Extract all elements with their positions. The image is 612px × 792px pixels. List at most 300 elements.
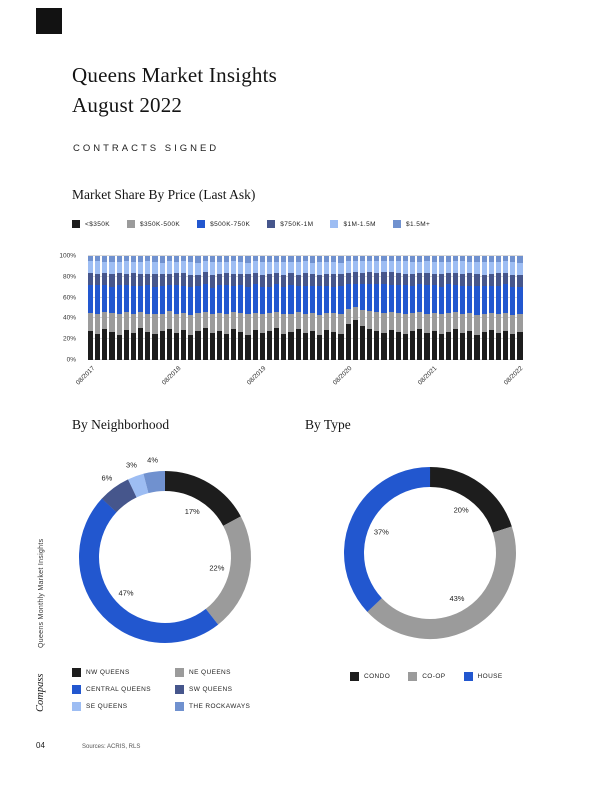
bar-segment — [374, 331, 379, 360]
bar-segment — [174, 333, 179, 360]
bar-segment — [195, 286, 200, 313]
price-chart-legend — [72, 220, 430, 228]
donut-percentage-label: 47% — [118, 588, 134, 598]
bar-segment — [338, 256, 343, 263]
bar-segment — [460, 286, 465, 314]
bar-segment — [389, 261, 394, 271]
bar-segment — [417, 262, 422, 272]
bar-segment — [324, 313, 329, 330]
bar-segment — [474, 315, 479, 335]
bar-segment — [109, 287, 114, 313]
bar-segment — [517, 314, 522, 332]
bar-segment — [303, 273, 308, 287]
bar-segment — [338, 274, 343, 286]
donut-percentage-label: 3% — [126, 460, 137, 470]
bar-segment — [353, 272, 358, 284]
bar-segment — [167, 329, 172, 360]
legend-label: <$350K — [85, 220, 110, 228]
bar-segment — [432, 285, 437, 313]
bar-segment — [174, 273, 179, 285]
bar-segment — [317, 335, 322, 360]
stacked-bar — [510, 256, 515, 360]
bar-segment — [238, 274, 243, 285]
bar-segment — [432, 313, 437, 331]
bar-segment — [260, 275, 265, 287]
legend-label: HOUSE — [477, 673, 503, 680]
stacked-bar — [124, 256, 129, 360]
bar-segment — [503, 284, 508, 313]
bar-segment — [167, 261, 172, 273]
donut-percentage-label: 22% — [209, 563, 225, 573]
bar-segment — [288, 314, 293, 332]
stacked-bar — [346, 256, 351, 360]
bar-segment — [331, 287, 336, 313]
x-axis-tick-label: 08/2022 — [502, 365, 525, 387]
bar-segment — [446, 332, 451, 360]
bar-segment — [203, 312, 208, 328]
bar-segment — [517, 287, 522, 314]
stacked-bar — [296, 256, 301, 360]
legend-label: THE ROCKAWAYS — [189, 703, 251, 710]
bar-segment — [496, 286, 501, 314]
bar-segment — [474, 274, 479, 286]
bar-segment — [496, 333, 501, 360]
bar-segment — [517, 332, 522, 360]
legend-swatch — [393, 220, 401, 228]
bar-segment — [324, 262, 329, 273]
stacked-bar — [474, 256, 479, 360]
bar-segment — [453, 285, 458, 312]
stacked-bars — [88, 256, 523, 360]
bar-segment — [503, 331, 508, 360]
bar-segment — [432, 274, 437, 285]
bar-segment — [446, 262, 451, 272]
bar-segment — [124, 261, 129, 273]
bar-segment — [281, 262, 286, 274]
bar-segment — [367, 272, 372, 284]
bar-segment — [124, 285, 129, 312]
stacked-bar — [446, 256, 451, 360]
bar-segment — [152, 274, 157, 288]
bar-segment — [117, 273, 122, 285]
bar-segment — [489, 274, 494, 286]
bar-segment — [260, 287, 265, 314]
bar-segment — [102, 329, 107, 360]
stacked-bar — [203, 256, 208, 360]
bar-segment — [188, 315, 193, 335]
stacked-bar — [267, 256, 272, 360]
bar-segment — [346, 309, 351, 324]
bar-segment — [145, 332, 150, 360]
bar-segment — [181, 261, 186, 272]
stacked-bar — [482, 256, 487, 360]
bar-segment — [489, 313, 494, 330]
bar-segment — [482, 332, 487, 360]
bar-segment — [432, 331, 437, 360]
stacked-bar — [217, 256, 222, 360]
bar-segment — [210, 262, 215, 274]
stacked-bar — [253, 256, 258, 360]
legend-swatch — [330, 220, 338, 228]
bar-segment — [331, 262, 336, 273]
bar-segment — [195, 263, 200, 274]
page-number: 04 — [36, 741, 45, 750]
bar-segment — [374, 312, 379, 331]
bar-segment — [288, 332, 293, 360]
bar-segment — [467, 273, 472, 287]
legend-item — [330, 220, 375, 228]
bar-segment — [474, 335, 479, 360]
bar-segment — [381, 333, 386, 360]
bar-segment — [138, 328, 143, 360]
bar-segment — [446, 284, 451, 313]
legend-swatch — [267, 220, 275, 228]
legend-item — [197, 220, 250, 228]
bar-segment — [453, 329, 458, 360]
stacked-bar — [374, 256, 379, 360]
bar-segment — [217, 313, 222, 331]
bar-segment — [217, 285, 222, 313]
stacked-bar — [152, 256, 157, 360]
legend-label: NW QUEENS — [86, 669, 130, 676]
bar-segment — [95, 334, 100, 360]
bar-segment — [389, 312, 394, 330]
bar-segment — [188, 262, 193, 274]
bar-segment — [310, 286, 315, 313]
stacked-bar — [389, 256, 394, 360]
bar-segment — [331, 313, 336, 332]
bar-segment — [195, 331, 200, 360]
bar-segment — [353, 261, 358, 271]
bar-segment — [503, 313, 508, 331]
bar-segment — [160, 256, 165, 263]
bar-segment — [131, 262, 136, 272]
bar-segment — [131, 273, 136, 287]
stacked-bar — [109, 256, 114, 360]
bar-segment — [496, 273, 501, 287]
bar-segment — [245, 287, 250, 314]
bar-segment — [460, 261, 465, 273]
bar-segment — [424, 314, 429, 333]
bar-segment — [503, 261, 508, 272]
stacked-bar — [88, 256, 93, 360]
bar-segment — [274, 284, 279, 312]
bar-segment — [510, 262, 515, 274]
neighborhood-chart-title: By Neighborhood — [72, 417, 170, 432]
brand-wordmark: Compass — [35, 673, 46, 712]
y-axis-tick-label: 100% — [59, 252, 76, 260]
bar-segment — [210, 333, 215, 360]
bar-segment — [396, 332, 401, 360]
bar-segment — [109, 262, 114, 273]
bar-segment — [274, 328, 279, 360]
bar-segment — [117, 314, 122, 335]
stacked-bar — [417, 256, 422, 360]
stacked-bar — [453, 256, 458, 360]
bar-segment — [346, 273, 351, 284]
bar-segment — [109, 332, 114, 360]
bar-segment — [346, 324, 351, 360]
bar-segment — [210, 275, 215, 289]
type-chart-title: By Type — [305, 417, 351, 432]
bar-segment — [346, 261, 351, 272]
bar-segment — [496, 314, 501, 333]
donut-percentage-label: 4% — [147, 455, 159, 465]
price-chart-title: Market Share By Price (Last Ask) — [72, 187, 256, 202]
stacked-bar — [160, 256, 165, 360]
sources-note: Sources: ACRIS, RLS — [82, 744, 141, 750]
stacked-bar — [424, 256, 429, 360]
legend-swatch — [175, 668, 184, 677]
bar-segment — [296, 312, 301, 329]
x-axis-tick-label: 08/2020 — [331, 365, 354, 387]
bar-segment — [231, 312, 236, 329]
bar-segment — [389, 330, 394, 360]
bar-segment — [496, 262, 501, 272]
bar-segment — [245, 256, 250, 263]
legend-swatch — [127, 220, 135, 228]
price-chart-plot — [88, 256, 523, 360]
bar-segment — [317, 315, 322, 335]
bar-segment — [417, 312, 422, 329]
bar-segment — [510, 287, 515, 315]
bar-segment — [145, 314, 150, 332]
stacked-bar — [432, 256, 437, 360]
legend-item — [267, 220, 313, 228]
bar-segment — [131, 333, 136, 360]
bar-segment — [253, 273, 258, 284]
bar-segment — [517, 263, 522, 274]
stacked-bar — [467, 256, 472, 360]
bar-segment — [396, 285, 401, 313]
bar-segment — [281, 275, 286, 287]
bar-segment — [217, 274, 222, 285]
bar-segment — [160, 331, 165, 360]
bar-segment — [446, 313, 451, 332]
legend-swatch — [72, 668, 81, 677]
legend-item — [72, 685, 175, 694]
bar-segment — [253, 313, 258, 330]
bar-segment — [117, 285, 122, 314]
stacked-bar — [496, 256, 501, 360]
bar-segment — [338, 314, 343, 334]
bar-segment — [160, 286, 165, 314]
stacked-bar — [174, 256, 179, 360]
legend-swatch — [350, 672, 359, 681]
bar-segment — [489, 330, 494, 360]
bar-segment — [424, 333, 429, 360]
bar-segment — [88, 313, 93, 331]
legend-label: NE QUEENS — [189, 669, 231, 676]
bar-segment — [460, 314, 465, 333]
bar-segment — [217, 331, 222, 360]
bar-segment — [510, 275, 515, 287]
bar-segment — [245, 274, 250, 288]
bar-segment — [117, 335, 122, 360]
bar-segment — [188, 275, 193, 287]
bar-segment — [310, 274, 315, 286]
bar-segment — [296, 286, 301, 312]
bar-segment — [410, 286, 415, 313]
stacked-bar — [460, 256, 465, 360]
bar-segment — [167, 274, 172, 285]
x-axis-tick-label: 08/2018 — [160, 365, 183, 387]
bar-segment — [274, 262, 279, 272]
bar-segment — [439, 314, 444, 334]
bar-segment — [410, 313, 415, 331]
bar-segment — [152, 262, 157, 273]
legend-item — [72, 220, 110, 228]
bar-segment — [331, 274, 336, 288]
stacked-bar — [317, 256, 322, 360]
bar-segment — [231, 274, 236, 286]
bar-segment — [474, 262, 479, 273]
bar-segment — [260, 262, 265, 274]
bar-segment — [403, 334, 408, 360]
bar-segment — [88, 261, 93, 272]
bar-segment — [138, 274, 143, 286]
stacked-bar — [281, 256, 286, 360]
legend-item — [393, 220, 430, 228]
bar-segment — [109, 313, 114, 332]
bar-segment — [181, 330, 186, 360]
stacked-bar — [245, 256, 250, 360]
y-axis-tick-label: 40% — [62, 314, 76, 322]
bar-segment — [367, 311, 372, 329]
stacked-bar — [131, 256, 136, 360]
bar-segment — [224, 334, 229, 360]
bar-segment — [174, 285, 179, 314]
bar-segment — [489, 262, 494, 273]
stacked-bar — [224, 256, 229, 360]
bar-segment — [374, 261, 379, 272]
stacked-bar — [360, 256, 365, 360]
bar-segment — [460, 333, 465, 360]
legend-swatch — [72, 220, 80, 228]
bar-segment — [338, 334, 343, 360]
bar-segment — [281, 334, 286, 360]
bar-segment — [424, 285, 429, 314]
stacked-bar — [517, 256, 522, 360]
x-axis-tick-label: 08/2021 — [417, 365, 439, 387]
bar-segment — [474, 286, 479, 315]
bar-segment — [381, 313, 386, 333]
donut-percentage-label: 20% — [453, 505, 469, 515]
bar-segment — [253, 284, 258, 313]
bar-segment — [367, 329, 372, 360]
bar-segment — [109, 274, 114, 288]
bar-segment — [102, 312, 107, 329]
stacked-bar — [489, 256, 494, 360]
stacked-bar — [303, 256, 308, 360]
bar-segment — [174, 262, 179, 272]
bar-segment — [260, 333, 265, 360]
bar-segment — [403, 285, 408, 314]
bar-segment — [267, 313, 272, 331]
bar-segment — [439, 287, 444, 314]
y-axis-tick-label: 80% — [62, 273, 76, 281]
bar-segment — [517, 275, 522, 287]
legend-item — [350, 672, 390, 681]
bar-segment — [210, 288, 215, 314]
bar-segment — [203, 272, 208, 284]
bar-segment — [267, 287, 272, 313]
donut-percentage-label: 43% — [449, 594, 465, 604]
bar-segment — [138, 312, 143, 328]
donut-percentage-label: 37% — [373, 527, 389, 537]
bar-segment — [281, 314, 286, 334]
bar-segment — [310, 313, 315, 331]
bar-segment — [245, 263, 250, 273]
bar-segment — [317, 286, 322, 315]
bar-segment — [482, 262, 487, 274]
legend-label: SW QUEENS — [189, 686, 233, 693]
bar-segment — [138, 262, 143, 273]
bar-segment — [482, 286, 487, 314]
bar-segment — [460, 274, 465, 286]
bar-segment — [95, 261, 100, 273]
bar-segment — [102, 262, 107, 272]
stacked-bar — [310, 256, 315, 360]
bar-segment — [467, 286, 472, 313]
stacked-bar — [503, 256, 508, 360]
bar-segment — [353, 307, 358, 321]
bar-segment — [303, 286, 308, 314]
type-donut-chart — [320, 443, 540, 663]
bar-segment — [188, 335, 193, 360]
stacked-bar — [439, 256, 444, 360]
bar-segment — [482, 314, 487, 332]
bar-segment — [224, 273, 229, 285]
stacked-bar — [324, 256, 329, 360]
bar-segment — [417, 329, 422, 360]
bar-segment — [195, 275, 200, 286]
bar-segment — [188, 287, 193, 315]
bar-segment — [417, 273, 422, 284]
bar-segment — [174, 314, 179, 333]
bar-segment — [288, 262, 293, 272]
legend-item — [175, 668, 305, 677]
stacked-bar — [210, 256, 215, 360]
stacked-bar — [410, 256, 415, 360]
stacked-bar — [167, 256, 172, 360]
bar-segment — [389, 285, 394, 312]
bar-segment — [253, 261, 258, 272]
bar-segment — [424, 261, 429, 272]
bar-segment — [396, 261, 401, 272]
bar-segment — [138, 286, 143, 312]
x-axis-tick-label: 08/2019 — [246, 365, 268, 387]
stacked-bar — [195, 256, 200, 360]
bar-segment — [353, 284, 358, 307]
bar-segment — [374, 284, 379, 312]
bar-segment — [403, 261, 408, 273]
bar-segment — [231, 329, 236, 360]
bar-segment — [403, 274, 408, 285]
bar-segment — [410, 274, 415, 286]
bar-segment — [510, 334, 515, 360]
legend-label: CO-OP — [422, 673, 446, 680]
bar-segment — [324, 286, 329, 313]
bar-segment — [296, 275, 301, 286]
bar-segment — [353, 320, 358, 360]
bar-segment — [288, 273, 293, 285]
bar-segment — [410, 262, 415, 273]
report-subtitle: CONTRACTS SIGNED — [73, 143, 220, 154]
bar-segment — [203, 261, 208, 271]
bar-segment — [317, 275, 322, 286]
bar-segment — [331, 332, 336, 360]
